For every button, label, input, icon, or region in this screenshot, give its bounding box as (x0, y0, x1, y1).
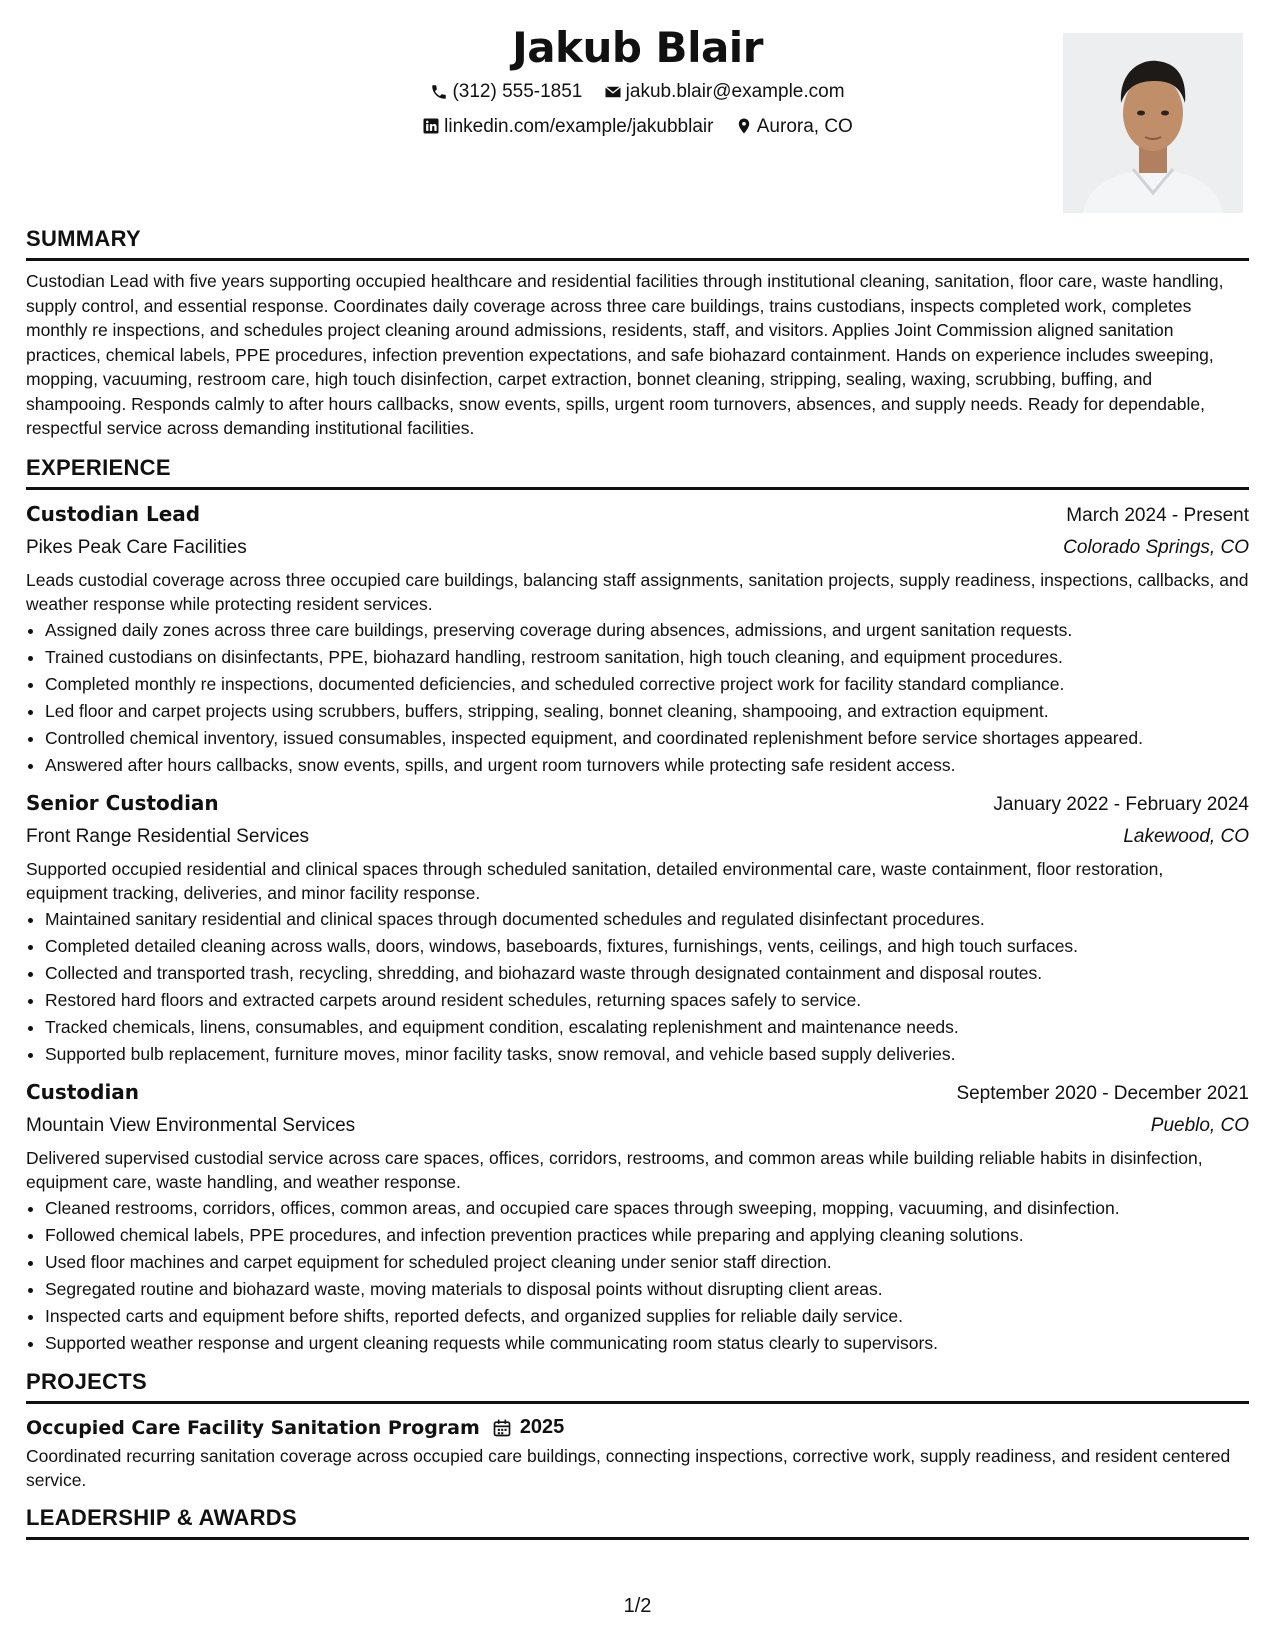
job-title: Senior Custodian (26, 790, 219, 815)
job-entry (26, 787, 1249, 1068)
bullet-item: • Restored hard floors and extracted carpets around resident schedules, returning spaces safely to service. (45, 987, 1249, 1014)
resume-body (26, 224, 1249, 1540)
job-title: Custodian (26, 1079, 140, 1104)
bullet-item: • Supported bulb replacement, furniture moves, minor facility tasks, snow removal, and vehicle based supply deliveries. (45, 1041, 1249, 1068)
job-dates: September 2020 - December 2021 (956, 1082, 1249, 1104)
bullet-item: • Completed monthly re inspections, documented deficiencies, and scheduled corrective project work for facility standard compliance. (45, 671, 1249, 698)
job-bullets (26, 906, 1249, 1068)
job-title: Custodian Lead (26, 501, 201, 526)
linkedin-contact[interactable] (422, 111, 713, 142)
bullet-item: • Completed detailed cleaning across walls, doors, windows, baseboards, fixtures, furnishings, vents, ceilings, and high touch surfaces. (45, 933, 1249, 960)
job-entry (26, 1076, 1249, 1357)
project-year (492, 1416, 565, 1439)
bullet-item: • Tracked chemicals, linens, consumables, and equipment condition, escalating replenishment and maintenance needs. (45, 1014, 1249, 1041)
bullet-item: • Led floor and carpet projects using scrubbers, buffers, stripping, sealing, bonnet cleaning, shampooing, and extraction equipment. (45, 698, 1249, 725)
company-name: Mountain View Environmental Services (26, 1114, 356, 1136)
job-bullets (26, 1195, 1249, 1357)
bullet-item: • Trained custodians on disinfectants, PPE, biohazard handling, restroom sanitation, high touch cleaning, and equipment procedures. (45, 644, 1249, 671)
project-title: Occupied Care Facility Sanitation Program (26, 1416, 480, 1439)
projects-section (26, 1367, 1249, 1493)
calendar-icon (492, 1418, 512, 1438)
project-entry (26, 1412, 1249, 1444)
company-name: Front Range Residential Services (26, 825, 310, 847)
experience-section (26, 453, 1249, 1357)
bullet-item: • Controlled chemical inventory, issued consumables, inspected equipment, and coordinated replenishment before service shortages appeared. (45, 725, 1249, 752)
bullet-item: • Assigned daily zones across three care buildings, preserving coverage during absences, admissions, and urgent sanitation requests. (45, 617, 1249, 644)
email-contact[interactable] (604, 76, 845, 107)
candidate-name: Jakub Blair (512, 23, 763, 72)
bullet-item: • Followed chemical labels, PPE procedures, and infection prevention practices while preparing and applying cleaning solutions. (45, 1222, 1249, 1249)
job-location: Colorado Springs, CO (1063, 536, 1249, 558)
portrait-illustration (1063, 33, 1243, 213)
location-text: Aurora, CO (756, 115, 853, 137)
job-bullets (26, 617, 1249, 779)
section-title-experience: EXPERIENCE (26, 453, 1249, 490)
job-description: Supported occupied residential and clinical spaces through scheduled sanitation, detailed environmental care, waste containment, floor restoration, equipment tracking, deliveries, and minor facility response. (26, 858, 1164, 903)
bullet-item: • Collected and transported trash, recycling, shredding, and biohazard waste through designated containment and disposal routes. (45, 960, 1249, 987)
phone-text: (312) 555-1851 (452, 81, 583, 102)
section-title-leadership: LEADERSHIP & AWARDS (26, 1503, 1249, 1540)
job-description: Leads custodial coverage across three occupied care buildings, balancing staff assignments, sanitation projects, supply readiness, inspections, callbacks, and weather response while protecting resident services. (26, 569, 1249, 614)
envelope-icon (604, 83, 622, 101)
bullet-item: • Used floor machines and carpet equipment for scheduled project cleaning under senior staff direction. (45, 1249, 1249, 1276)
bullet-item: • Supported weather response and urgent cleaning requests while communicating room status clearly to supervisors. (45, 1330, 1249, 1357)
bullet-item: • Cleaned restrooms, corridors, offices, common areas, and occupied care spaces through sweeping, mopping, vacuuming, and disinfection. (45, 1195, 1249, 1222)
company-name: Pikes Peak Care Facilities (26, 536, 247, 558)
summary-text: Custodian Lead with five years supporting occupied healthcare and residential facilities through institutional cleaning, sanitation, floor care, waste handling, supply control, and essential response. Coordinates daily coverage across three care buildings, trains custodians, inspects completed work, completes monthly re inspections, and schedules project cleaning around admissions, residents, staff, and visitors. Applies Joint Commission aligned sanitation practices, chemical labels, PPE procedures, infection prevention expectations, and safe biohazard containment. Hands on experience includes sweeping, mopping, vacuuming, restroom care, high touch disinfection, carpet extraction, bonnet cleaning, stripping, sealing, waxing, scrubbing, buffing, and shampooing. Responds calmly to after hours callbacks, snow events, spills, urgent room turnovers, absences, and supply needs. Ready for dependable, respectful service across demanding institutional facilities. (26, 271, 1224, 438)
profile-photo (1063, 33, 1243, 213)
section-title-summary: SUMMARY (26, 224, 1249, 261)
linkedin-icon (422, 117, 440, 135)
bullet-item: • Segregated routine and biohazard waste, moving materials to disposal points without disrupting client areas. (45, 1276, 1249, 1303)
job-location: Pueblo, CO (1150, 1114, 1249, 1136)
job-description: Delivered supervised custodial service across care spaces, offices, corridors, restrooms, and common areas while building reliable habits in disinfection, equipment care, waste handling, and weather response. (26, 1147, 1203, 1192)
project-year-text: 2025 (519, 1416, 565, 1438)
job-entry (26, 498, 1249, 779)
map-pin-icon (735, 117, 753, 135)
job-location: Lakewood, CO (1123, 825, 1249, 847)
phone-icon (430, 83, 448, 101)
bullet-item: • Maintained sanitary residential and clinical spaces through documented schedules and regulated disinfectant procedures. (45, 906, 1249, 933)
section-title-projects: PROJECTS (26, 1367, 1249, 1404)
job-dates: January 2022 - February 2024 (993, 793, 1249, 815)
leadership-section (26, 1503, 1249, 1540)
email-text: jakub.blair@example.com (625, 81, 845, 102)
bullet-item: • Answered after hours callbacks, snow events, spills, and urgent room turnovers while protecting safe resident access. (45, 752, 1249, 779)
job-dates: March 2024 - Present (1066, 504, 1249, 526)
project-description: Coordinated recurring sanitation coverage across occupied care buildings, connecting inspections, corrective work, supply readiness, and resident centered service. (26, 1445, 1231, 1490)
location-contact (735, 111, 853, 142)
linkedin-text: linkedin.com/example/jakubblair (444, 115, 714, 137)
page-number: 1/2 (623, 1595, 652, 1617)
bullet-item: • Inspected carts and equipment before shifts, reported defects, and organized supplies for reliable daily service. (45, 1303, 1249, 1330)
phone-contact[interactable] (430, 76, 582, 107)
summary-section (26, 224, 1249, 441)
